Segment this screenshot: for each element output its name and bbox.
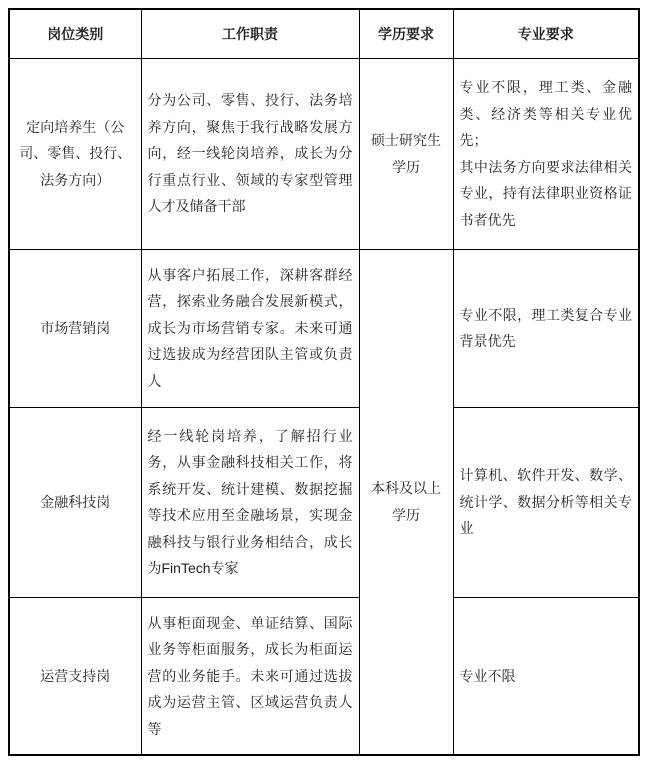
major-cell: 计算机、软件开发、数学、统计学、数据分析等相关专业 bbox=[453, 407, 639, 597]
header-row bbox=[9, 9, 639, 58]
category-cell: 市场营销岗 bbox=[9, 249, 141, 407]
major-cell bbox=[453, 58, 639, 249]
category-cell: 金融科技岗 bbox=[9, 407, 141, 597]
major-cell: 专业不限，理工类复合专业背景优先 bbox=[453, 249, 639, 407]
header-cell-education: 学历要求 bbox=[359, 9, 453, 58]
duties-cell: 分为公司、零售、投行、法务培养方向，聚焦于我行战略发展方向，经一线轮岗培养，成长为分行重点行业、领域的专家型管理人才及储备干部 bbox=[141, 58, 359, 249]
duties-cell: 从事客户拓展工作，深耕客群经营，探索业务融合发展新模式，成长为市场营销专家。未来可通过选拔成为经营团队主管或负责人 bbox=[141, 249, 359, 407]
education-merged-cell: 本科及以上学历 bbox=[359, 249, 453, 755]
header-cell-major: 专业要求 bbox=[453, 9, 639, 58]
duties-cell: 经一线轮岗培养，了解招行业务，从事金融科技相关工作，将系统开发、统计建模、数据挖掘等技术应用至金融场景，实现金融科技与银行业务相结合，成长为FinTech专家 bbox=[141, 407, 359, 597]
duties-cell: 从事柜面现金、单证结算、国际业务等柜面服务，成长为柜面运营的业务能手。未来可通过选拔成为运营主管、区域运营负责人等 bbox=[141, 597, 359, 755]
header-cell-duties: 工作职责 bbox=[141, 9, 359, 58]
major-paragraph: 专业不限，理工类、金融类、经济类等相关专业优先； bbox=[459, 79, 632, 148]
major-cell: 专业不限 bbox=[453, 597, 639, 755]
category-cell: 定向培养生（公司、零售、投行、法务方向） bbox=[9, 58, 141, 249]
education-cell: 硕士研究生学历 bbox=[359, 58, 453, 249]
table-row-fintech bbox=[9, 407, 639, 597]
header-cell-category: 岗位类别 bbox=[9, 9, 141, 58]
table-row-targeted-trainee bbox=[9, 58, 639, 249]
major-paragraph: 其中法务方向要求法律相关专业，持有法律职业资格证书者优先 bbox=[459, 158, 632, 228]
table-row-marketing bbox=[9, 249, 639, 407]
category-cell: 运营支持岗 bbox=[9, 597, 141, 755]
table-row-operations bbox=[9, 597, 639, 755]
job-positions-table bbox=[8, 8, 640, 756]
